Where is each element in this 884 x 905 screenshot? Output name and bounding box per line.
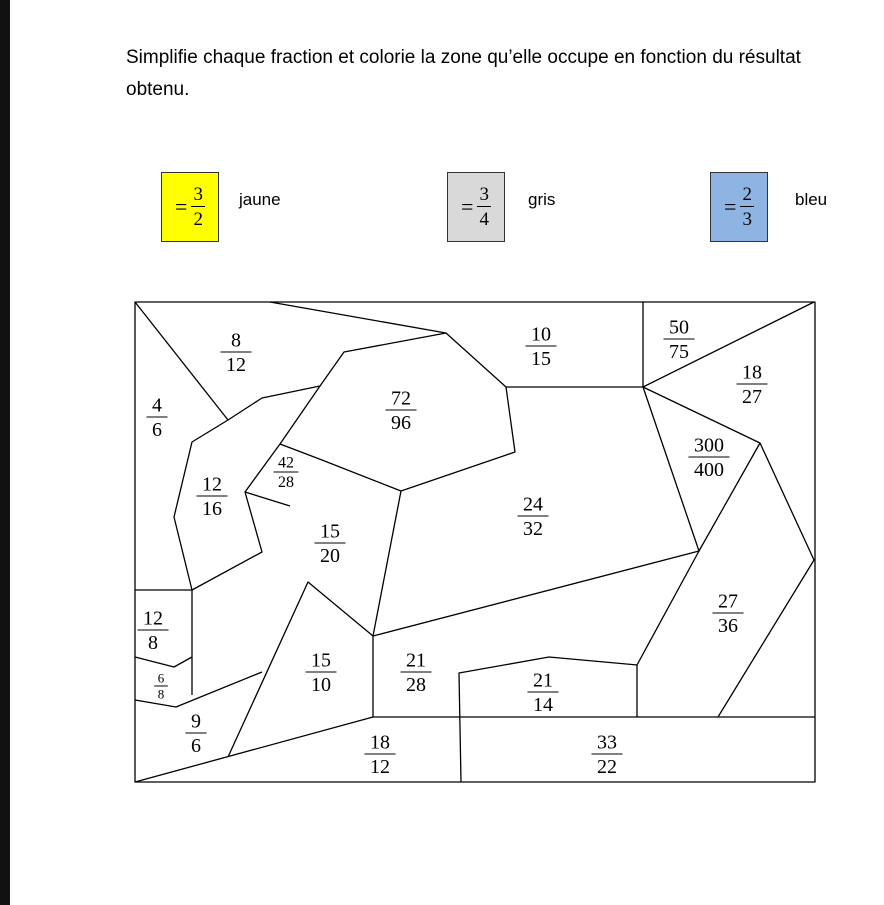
legend-denominator: 4: [479, 209, 489, 230]
fraction-denominator: 400: [694, 459, 724, 481]
legend-label-jaune: jaune: [239, 190, 281, 209]
zone-line: [174, 302, 446, 590]
zone-fraction-6-8[interactable]: [154, 670, 168, 701]
fraction-denominator: 28: [278, 474, 294, 492]
legend-denominator: 2: [193, 209, 203, 230]
fraction-numerator: 21: [406, 649, 426, 672]
instructions-text: Simplifie chaque fraction et colorie la zone qu’elle occupe en fonction du résultat obtenu.: [126, 47, 801, 100]
fraction-denominator: 15: [531, 348, 551, 370]
fraction-denominator: 12: [226, 354, 246, 376]
zone-fraction-12-16[interactable]: [197, 473, 228, 520]
fraction-denominator: 6: [152, 419, 162, 441]
zone-fraction-9-6[interactable]: [186, 710, 207, 757]
fraction-numerator: 15: [320, 520, 340, 543]
fraction-denominator: 96: [391, 412, 411, 434]
fraction-numerator: 21: [533, 669, 553, 692]
zone-fractions: [138, 316, 768, 778]
fraction-numerator: 72: [391, 387, 411, 410]
zone-fraction-8-12[interactable]: [221, 329, 252, 376]
fraction-denominator: 36: [718, 615, 738, 637]
fraction-denominator: 22: [597, 756, 617, 778]
legend-label-gris: gris: [528, 190, 556, 209]
zone-fraction-4-6[interactable]: [147, 394, 168, 441]
zone-line: [228, 582, 373, 757]
fraction-denominator: 12: [370, 756, 390, 778]
fraction-denominator: 14: [533, 694, 553, 716]
zone-line: [135, 717, 815, 782]
zone-line: [135, 302, 228, 420]
fraction-denominator: 32: [523, 518, 543, 540]
fraction-denominator: 16: [202, 498, 222, 520]
fraction-denominator: 8: [148, 632, 158, 654]
fraction-numerator: 42: [278, 454, 294, 472]
legend-equals: =: [175, 194, 188, 219]
fraction-numerator: 300: [694, 434, 724, 457]
legend-equals: =: [461, 194, 474, 219]
zone-fraction-21-28[interactable]: [401, 649, 432, 696]
zone-fraction-300-400[interactable]: [689, 434, 730, 481]
fraction-numerator: 9: [191, 710, 201, 733]
fraction-numerator: 4: [152, 394, 162, 417]
fraction-numerator: 15: [311, 649, 331, 672]
zone-fraction-27-36[interactable]: [713, 590, 744, 637]
zone-fraction-15-10[interactable]: [306, 649, 337, 696]
fraction-denominator: 27: [742, 386, 762, 408]
fraction-denominator: 10: [311, 674, 331, 696]
fraction-numerator: 18: [370, 731, 390, 754]
zone-fraction-10-15[interactable]: [526, 323, 557, 370]
zone-fraction-24-32[interactable]: [518, 493, 549, 540]
zone-fraction-21-14[interactable]: [528, 669, 559, 716]
fraction-numerator: 18: [742, 361, 762, 384]
legend-numerator: 3: [193, 184, 203, 205]
zone-line: [718, 443, 814, 717]
fraction-numerator: 6: [157, 670, 165, 686]
fraction-denominator: 75: [669, 341, 689, 363]
legend-label-bleu: bleu: [795, 190, 828, 209]
fraction-denominator: 8: [157, 686, 165, 702]
zone-fraction-15-20[interactable]: [315, 520, 346, 567]
fraction-denominator: 28: [406, 674, 426, 696]
fraction-denominator: 20: [320, 545, 340, 567]
fraction-numerator: 10: [531, 323, 551, 346]
legend-numerator: 3: [479, 184, 489, 205]
fraction-numerator: 50: [669, 316, 689, 339]
zone-line: [135, 657, 192, 667]
zone-line: [280, 386, 320, 444]
fraction-numerator: 33: [597, 731, 617, 754]
zone-fraction-18-27[interactable]: [737, 361, 768, 408]
fraction-numerator: 8: [231, 329, 241, 352]
legend-equals: =: [724, 194, 737, 219]
zone-fraction-33-22[interactable]: [592, 731, 623, 778]
fraction-numerator: 12: [143, 607, 163, 630]
zone-fraction-18-12[interactable]: [365, 731, 396, 778]
zone-fraction-72-96[interactable]: [386, 387, 417, 434]
zone-fraction-50-75[interactable]: [664, 316, 695, 363]
fraction-numerator: 24: [523, 493, 543, 516]
zone-line: [135, 672, 262, 707]
fraction-numerator: 27: [718, 590, 738, 613]
zone-fraction-42-28[interactable]: [274, 455, 299, 492]
zone-fraction-12-8[interactable]: [138, 607, 169, 654]
fraction-denominator: 6: [191, 735, 201, 757]
fraction-numerator: 12: [202, 473, 222, 496]
legend-numerator: 2: [742, 184, 752, 205]
legend-denominator: 3: [742, 209, 752, 230]
